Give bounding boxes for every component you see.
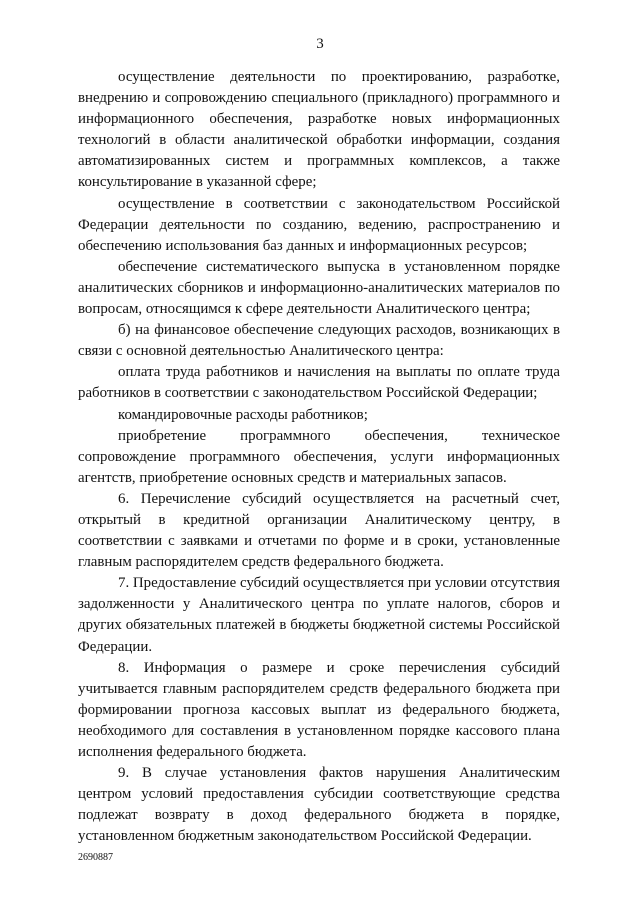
document-id: 2690887 bbox=[78, 852, 113, 863]
paragraph: 7. Предоставление субсидий осуществляется при условии отсутствия задолженности у Аналитического центра по уплате налогов, сборов и других обязательных платежей в бюджеты бюджетной системы Российской Федерации. bbox=[78, 575, 561, 655]
paragraph: 6. Перечисление субсидий осуществляется на расчетный счет, открытый в кредитной организации Аналитическому центру, в соответствии с заявками и отчетами по форме и в сроки, установленные главным распорядителем средств федерального бюджета. bbox=[78, 490, 560, 571]
paragraph: обеспечение систематического выпуска в установленном порядке аналитических сборников и информационно-аналитических материалов по вопросам, относящимся к сфере деятельности Аналитического центра; bbox=[78, 258, 560, 318]
paragraph: осуществление деятельности по проектированию, разработке, внедрению и сопровождению специального (прикладного) программного и информационного обеспечения, разработке новых информационных технологий в области аналитической обработки информации, создания автоматизированных систем и программных комплексов, а также консультирование в указанной сфере; bbox=[78, 69, 560, 191]
document-body bbox=[78, 67, 560, 847]
paragraph: оплата труда работников и начисления на выплаты по оплате труда работников в соответствии с законодательством Российской Федерации; bbox=[78, 364, 560, 402]
paragraph: приобретение программного обеспечения, техническое сопровождение программного обеспечения, услуги информационных агентств, приобретение основных средств и материальных запасов. bbox=[78, 427, 560, 486]
paragraph: б) на финансовое обеспечение следующих расходов, возникающих в связи с основной деятельностью Аналитического центра: bbox=[78, 322, 560, 360]
paragraph: командировочные расходы работников; bbox=[118, 406, 368, 423]
paragraph: 8. Информация о размере и сроке перечисления субсидий учитывается главным распорядителем средств федерального бюджета при формировании прогноза кассовых выплат из федерального бюджета, необходимого для составления в установленном порядке кассового плана исполнения федерального бюджета. bbox=[78, 659, 560, 760]
paragraph: 9. В случае установления фактов нарушения Аналитическим центром условий предоставления субсидии соответствующие средства подлежат возврату в доход федерального бюджета в порядке, установленном бюджетным законодательством Российской Федерации. bbox=[78, 765, 560, 845]
page-number: 3 bbox=[316, 36, 324, 52]
paragraph: осуществление в соответствии с законодательством Российской Федерации деятельности по созданию, ведению, распространению и обеспечению использования баз данных и информационных ресурсов; bbox=[78, 195, 560, 254]
